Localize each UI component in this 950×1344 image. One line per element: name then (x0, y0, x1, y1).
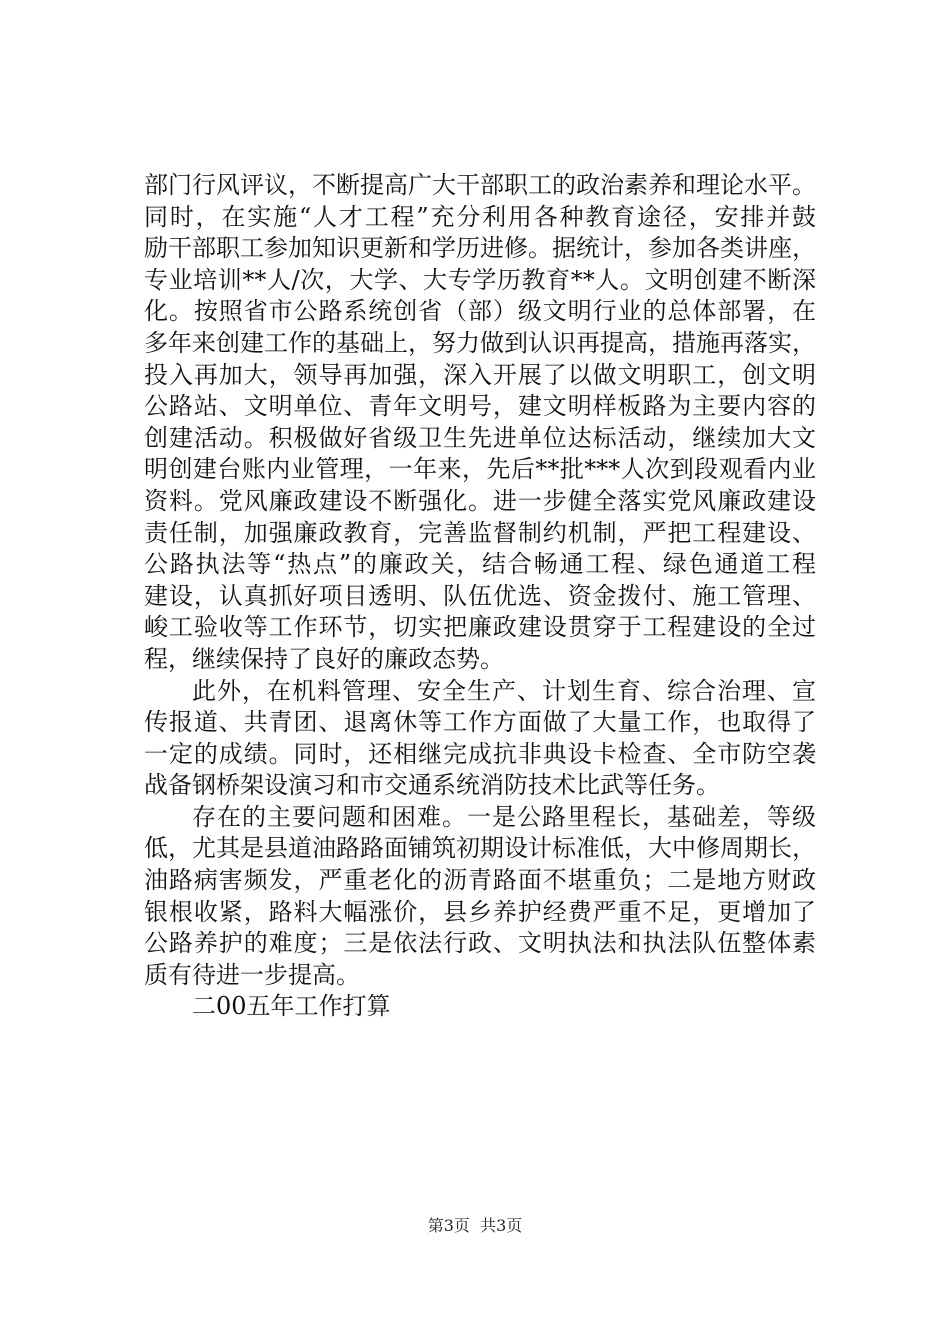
text-line: 创建活动。积极做好省级卫生先进单位达标活动，继续加大文 (144, 423, 816, 452)
text-line: 油路病害频发，严重老化的沥青路面不堪重负；二是地方财政 (144, 866, 816, 895)
text-line: 明创建台账内业管理，一年来，先后**批***人次到段观看内业 (144, 455, 816, 484)
paragraph-start-line: 存在的主要问题和困难。一是公路里程长，基础差，等级 (192, 802, 816, 831)
text-line: 银根收紧，路料大幅涨价，县乡养护经费严重不足，更增加了 (144, 897, 816, 926)
text-line: 公路养护的难度；三是依法行政、文明执法和执法队伍整体素 (144, 929, 816, 958)
text-line: 程，继续保持了良好的廉政态势。 (144, 644, 504, 673)
text-line: 公路站、文明单位、青年文明号，建文明样板路为主要内容的 (144, 392, 816, 421)
text-line: 传报道、共青团、退离休等工作方面做了大量工作，也取得了 (144, 708, 816, 737)
body-text (144, 170, 816, 1023)
text-line: 峻工验收等工作环节，切实把廉政建设贯穿于工程建设的全过 (144, 613, 816, 642)
text-line: 化。按照省市公路系统创省（部）级文明行业的总体部署，在 (144, 297, 816, 326)
text-line: 多年来创建工作的基础上，努力做到认识再提高，措施再落实， (144, 328, 816, 357)
text-line: 低，尤其是县道油路路面铺筑初期设计标准低，大中修周期长， (144, 834, 816, 863)
text-line: 励干部职工参加知识更新和学历进修。据统计，参加各类讲座， (144, 234, 816, 263)
text-line: 资料。党风廉政建设不断强化。进一步健全落实党风廉政建设 (144, 486, 816, 515)
text-line: 建设，认真抓好项目透明、队伍优选、资金拨付、施工管理、 (144, 581, 816, 610)
text-line: 一定的成绩。同时，还相继完成抗非典设卡检查、全市防空袭 (144, 739, 816, 768)
text-line: 公路执法等“热点”的廉政关，结合畅通工程、绿色通道工程 (144, 550, 816, 579)
page-number-label: 第3页 共3页 (427, 1216, 523, 1235)
text-line: 战备钢桥架设演习和市交通系统消防技术比武等任务。 (144, 771, 720, 800)
text-line: 同时，在实施“人才工程”充分利用各种教育途径，安排并鼓 (144, 202, 816, 231)
page-footer (0, 1216, 950, 1236)
paragraph-start-line: 此外，在机料管理、安全生产、计划生育、综合治理、宣 (192, 676, 816, 705)
section-heading: 二00五年工作打算 (192, 992, 391, 1021)
text-line: 质有待进一步提高。 (144, 960, 360, 989)
text-line: 部门行风评议，不断提高广大干部职工的政治素养和理论水平。 (144, 171, 816, 199)
text-line: 专业培训**人/次，大学、大专学历教育**人。文明创建不断深 (144, 265, 816, 294)
text-line: 责任制，加强廉政教育，完善监督制约机制，严把工程建设、 (144, 518, 816, 547)
text-line: 投入再加大，领导再加强，深入开展了以做文明职工，创文明 (144, 360, 816, 389)
